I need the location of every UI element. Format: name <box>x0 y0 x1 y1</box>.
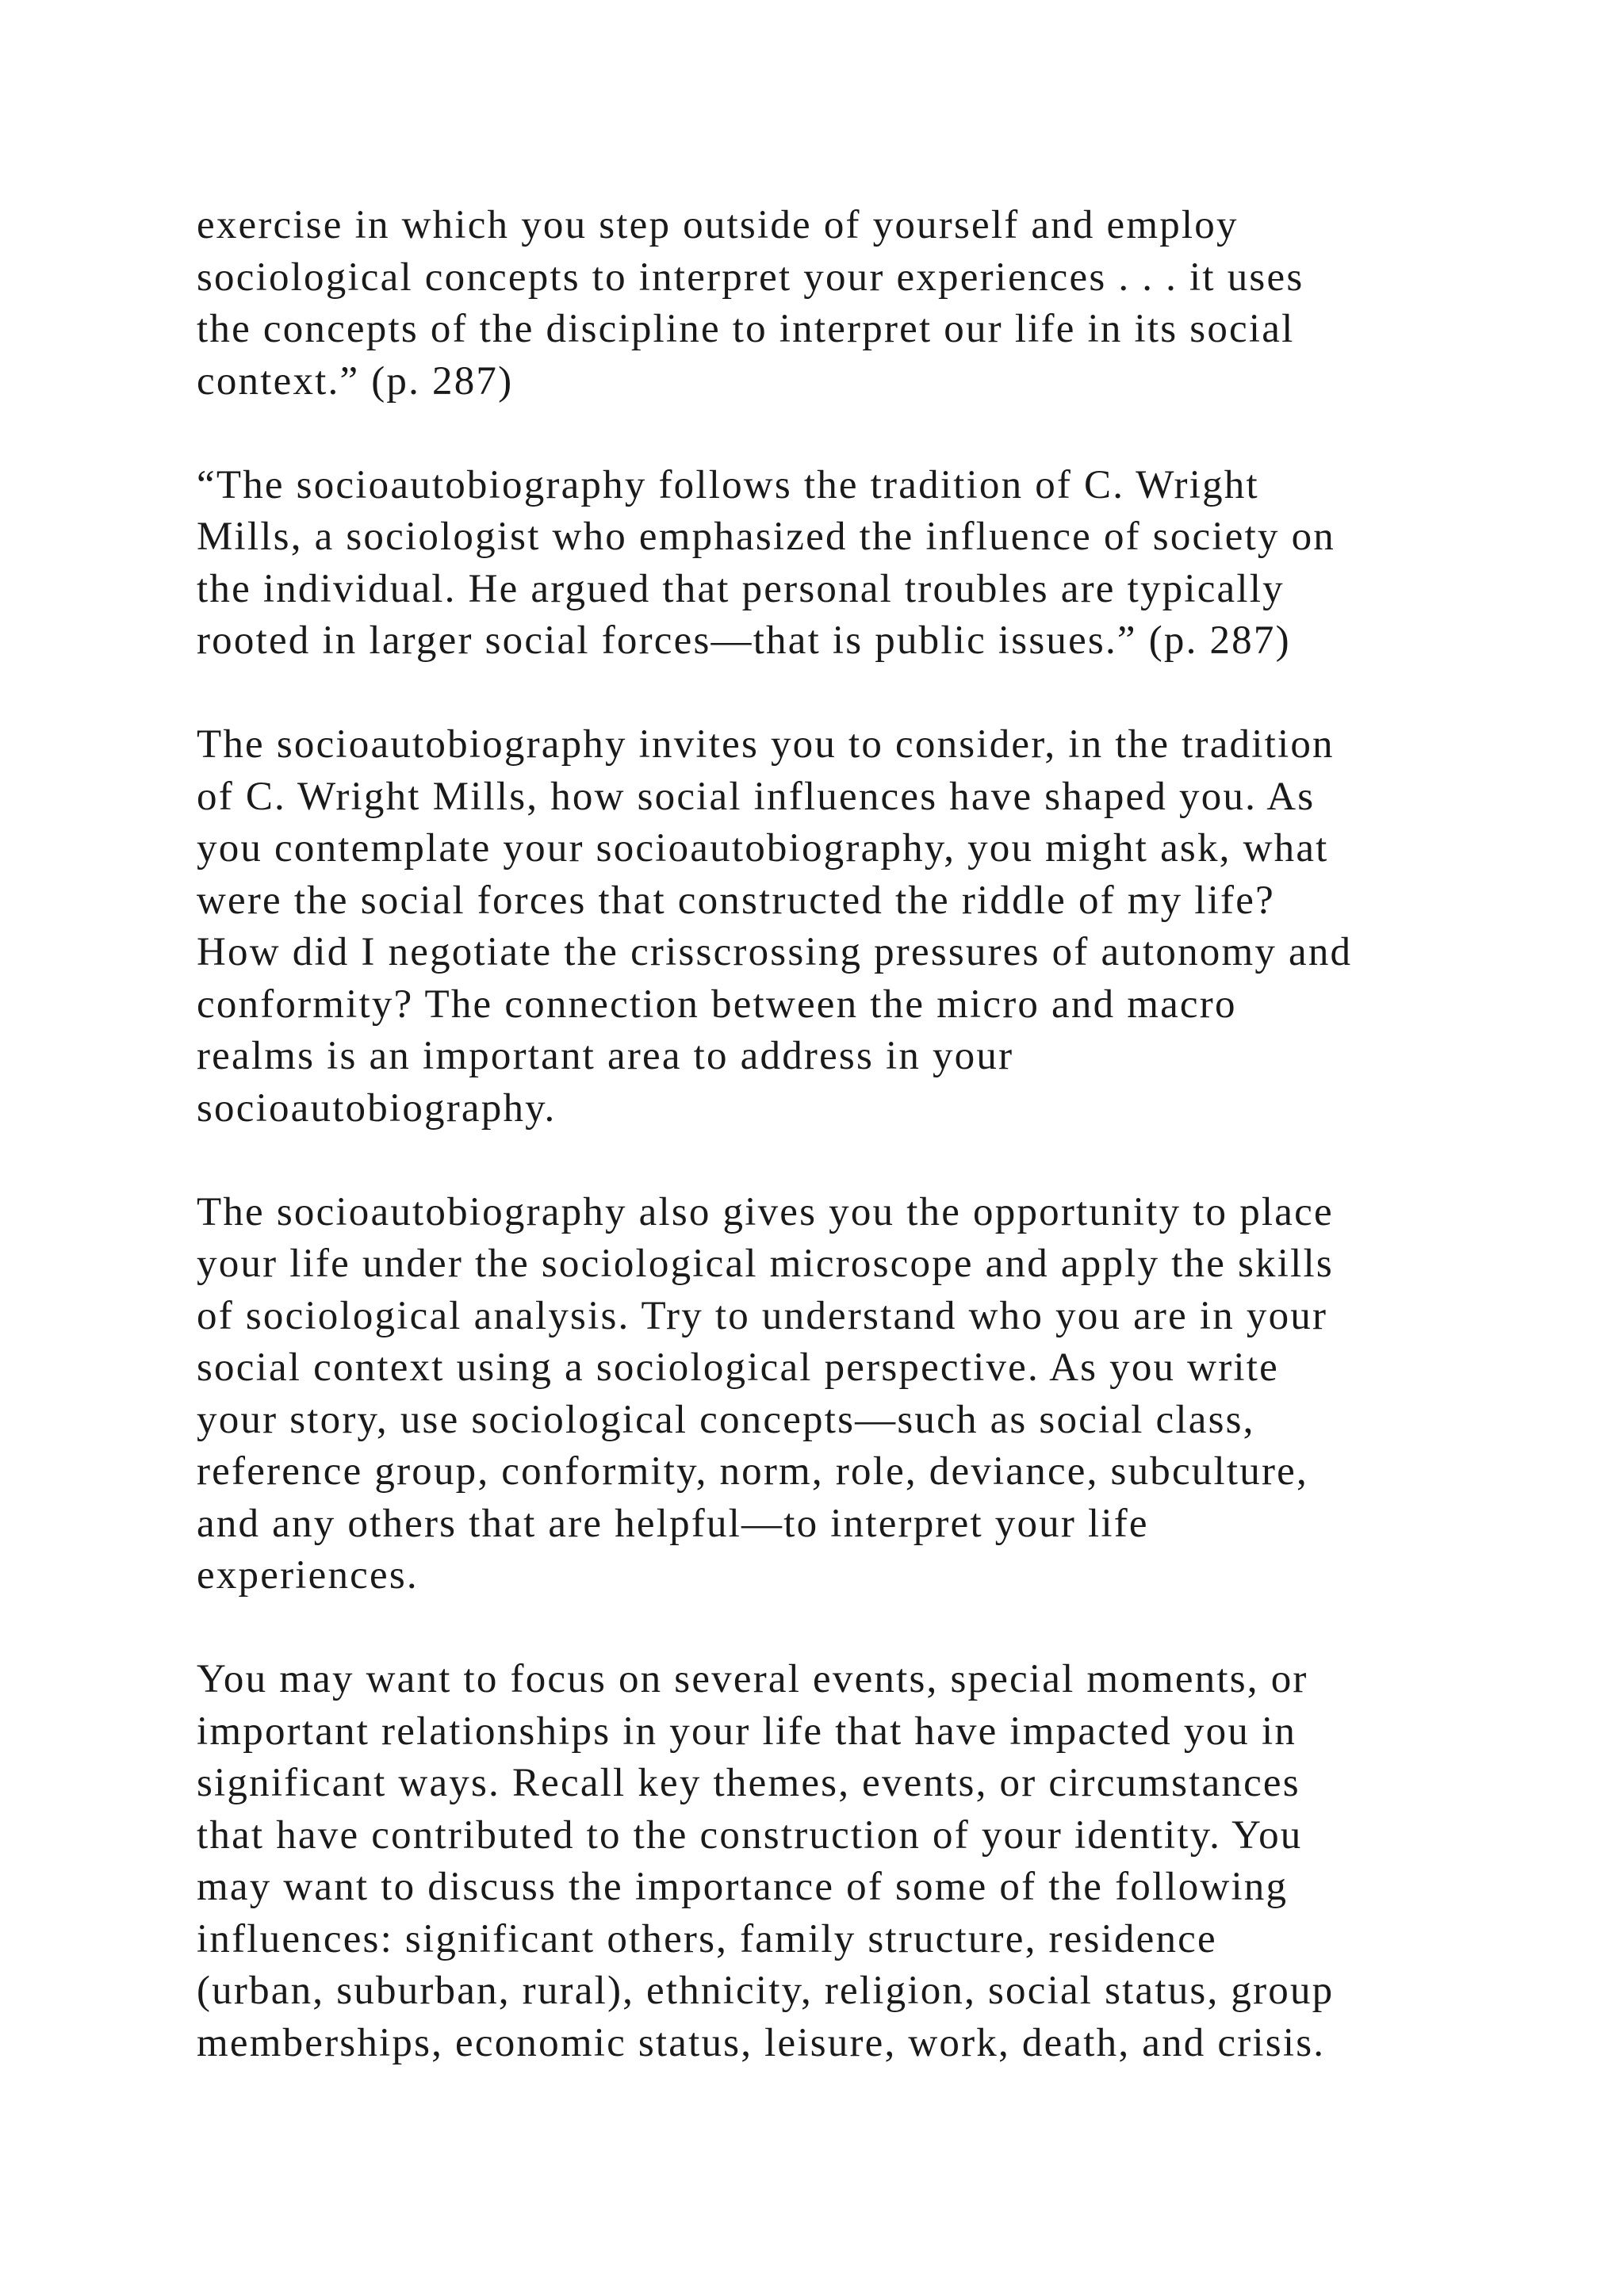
text-line: How did I negotiate the crisscrossing pressures of autonomy and <box>197 930 1353 974</box>
text-line: sociological concepts to interpret your experiences . . . it uses <box>197 254 1304 300</box>
text-line: reference group, conformity, norm, role, deviance, subculture, <box>197 1449 1308 1494</box>
text-line: The socioautobiography invites you to consider, in the tradition <box>197 722 1335 767</box>
document-body <box>197 200 1545 2122</box>
text-line: socioautobiography. <box>197 1085 557 1131</box>
text-line: your life under the sociological microscope and apply the skills <box>197 1242 1334 1286</box>
text-line: that have contributed to the construction of your identity. You <box>197 1812 1303 1858</box>
text-line: influences: significant others, family structure, residence <box>197 1916 1217 1961</box>
text-line: memberships, economic status, leisure, work, death, and crisis. <box>197 2020 1326 2065</box>
paragraph-5 <box>197 1654 1545 2069</box>
text-line: and any others that are helpful—to interpret your life <box>197 1501 1149 1546</box>
paragraph-3 <box>197 719 1545 1135</box>
text-line: realms is an important area to address in your <box>197 1034 1014 1078</box>
text-line: exercise in which you step outside of yourself and employ <box>197 203 1239 247</box>
text-line: context.” (p. 287) <box>197 358 514 404</box>
text-line: rooted in larger social forces—that is public issues.” (p. 287) <box>197 618 1291 663</box>
text-line: were the social forces that constructed the riddle of my life? <box>197 878 1275 923</box>
text-line: important relationships in your life that have impacted you in <box>197 1709 1297 1754</box>
text-line: may want to discuss the importance of some of the following <box>197 1865 1289 1909</box>
text-line: of sociological analysis. Try to understand who you are in your <box>197 1293 1328 1338</box>
text-line: of C. Wright Mills, how social influences have shaped you. As <box>197 774 1316 819</box>
text-line: experiences. <box>197 1553 419 1598</box>
paragraph-2 <box>197 460 1545 668</box>
text-line: your story, use sociological concepts—such as social class, <box>197 1397 1255 1442</box>
paragraph-4 <box>197 1187 1545 1602</box>
text-line: “The socioautobiography follows the tradition of C. Wright <box>197 462 1259 507</box>
text-line: Mills, a sociologist who emphasized the influence of society on <box>197 515 1335 559</box>
text-line: You may want to focus on several events, special moments, or <box>197 1657 1308 1701</box>
text-line: you contemplate your socioautobiography, you might ask, what <box>197 826 1329 871</box>
text-line: (urban, suburban, rural), ethnicity, religion, social status, group <box>197 1969 1335 2013</box>
text-line: social context using a sociological perspective. As you write <box>197 1345 1279 1390</box>
paragraph-1 <box>197 200 1545 408</box>
text-line: The socioautobiography also gives you the opportunity to place <box>197 1189 1334 1234</box>
text-line: conformity? The connection between the micro and macro <box>197 982 1237 1027</box>
text-line: the individual. He argued that personal troubles are typically <box>197 566 1285 611</box>
text-line: significant ways. Recall key themes, events, or circumstances <box>197 1761 1300 1805</box>
text-line: the concepts of the discipline to interpret our life in its social <box>197 307 1295 351</box>
